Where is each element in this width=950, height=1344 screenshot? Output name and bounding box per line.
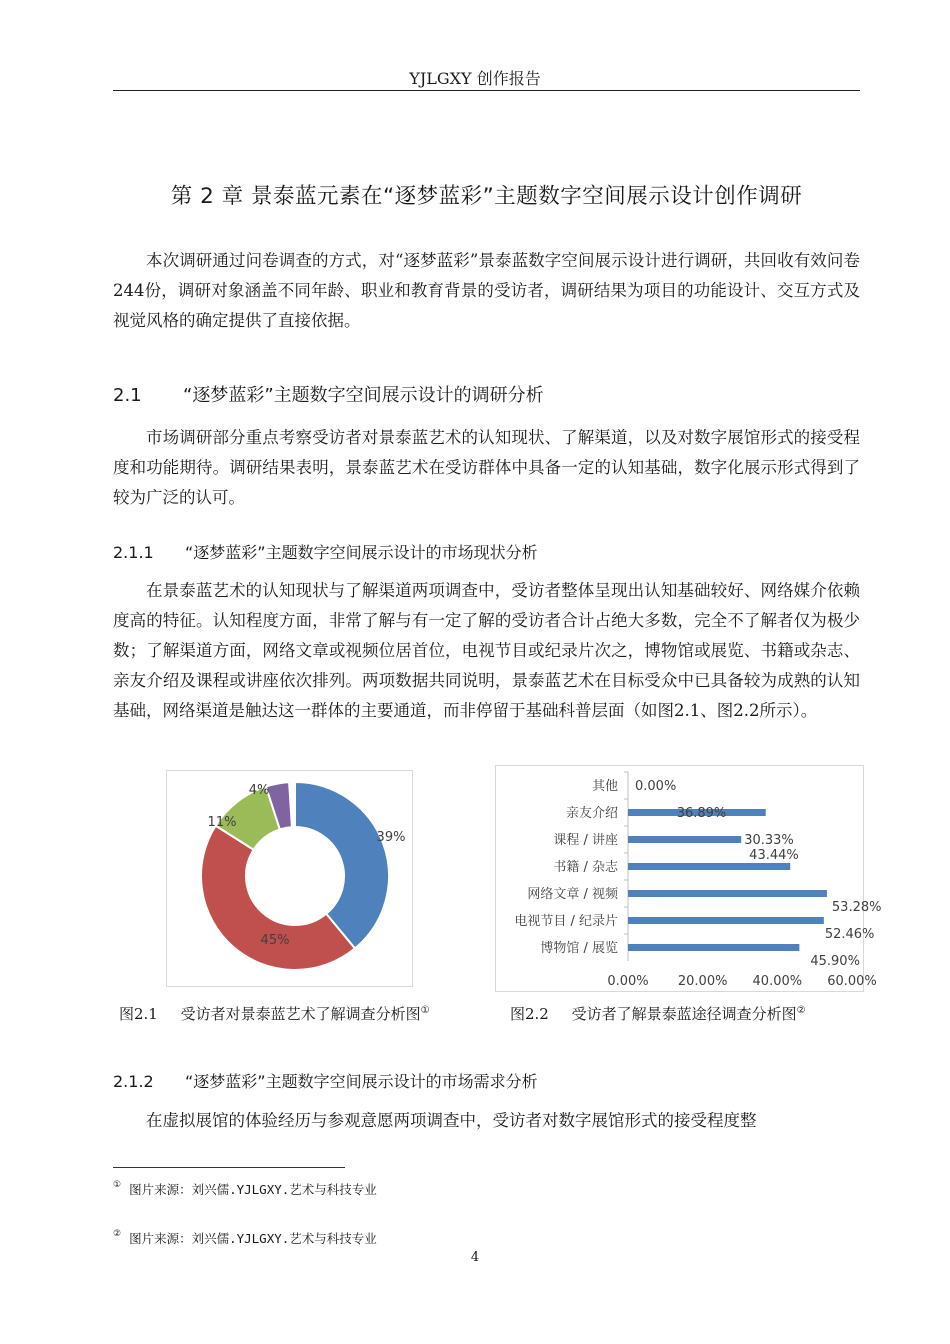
section-2-1-2-paragraph: 在虚拟展馆的体验经历与参观意愿两项调查中，受访者对数字展馆形式的接受程度整: [146, 1111, 757, 1130]
bar-data-label: 36.89%: [676, 806, 727, 821]
caption-text: 受访者了解景泰蓝途径调查分析图: [571, 1005, 797, 1023]
running-header: YJLGXY 创作报告: [409, 69, 541, 88]
section-title: “逐梦蓝彩”主题数字空间展示设计的调研分析: [183, 385, 544, 406]
donut-data-label: 4%: [248, 783, 270, 798]
figure-2-2-caption: [510, 1003, 806, 1024]
value-tick-label: 20.00%: [677, 974, 728, 989]
donut-data-label: 39%: [376, 830, 406, 845]
category-tick-label: 网络文章 / 视频: [527, 887, 618, 902]
bar: [628, 836, 741, 843]
donut-data-label: 11%: [207, 815, 237, 830]
footnote-text: 图片来源：刘兴儒.YJLGXY.艺术与科技专业: [129, 1231, 377, 1246]
figure-2-2-chart: [495, 765, 882, 992]
value-tick-label: 40.00%: [752, 974, 803, 989]
header-rule: [113, 90, 860, 91]
footnote-2: [113, 1229, 377, 1247]
bar: [628, 917, 824, 924]
category-tick-label: 亲友介绍: [565, 806, 618, 821]
footnote-mark: ①: [113, 1180, 122, 1190]
bar: [628, 863, 790, 870]
section-number: 2.1: [113, 385, 142, 406]
category-tick-label: 课程 / 讲座: [553, 833, 618, 848]
section-title: “逐梦蓝彩”主题数字空间展示设计的市场需求分析: [185, 1072, 538, 1091]
footnote-mark: ②: [796, 1005, 806, 1016]
donut-chart: [167, 771, 412, 986]
bar-data-label: 53.28%: [831, 900, 882, 915]
donut-data-label: 45%: [260, 933, 290, 948]
caption-text: 受访者对景泰蓝艺术了解调查分析图: [180, 1005, 421, 1023]
page-number: 4: [470, 1250, 480, 1265]
section-2-1-paragraph: 市场调研部分重点考察受访者对景泰蓝艺术的认知现状、了解渠道，以及对数字展馆形式的接受程度和功能期待。调研结果表明，景泰蓝艺术在受访群体中具备一定的认知基础，数字化展示形式得到了较为广泛的认可。: [113, 428, 860, 507]
bar-data-label: 0.00%: [635, 779, 677, 794]
footnote-rule: [113, 1167, 345, 1168]
figure-2-1-caption: [119, 1003, 430, 1024]
category-tick-label: 书籍 / 杂志: [553, 860, 618, 875]
intro-paragraph: 本次调研通过问卷调查的方式，对“逐梦蓝彩”景泰蓝数字空间展示设计进行调研，共回收有效问卷244份，调研对象涵盖不同年龄、职业和教育背景的受访者，调研结果为项目的功能设计、交互方式及视觉风格的确定提供了直接依据。: [113, 251, 860, 330]
bar-data-label: 30.33%: [744, 833, 794, 848]
section-number: 2.1.1: [113, 543, 154, 562]
footnote-mark: ①: [420, 1005, 430, 1016]
figure-2-1-chart: [166, 770, 413, 987]
footnote-1: [113, 1180, 377, 1198]
bar-data-label: 52.46%: [824, 927, 875, 942]
caption-number: 图2.1: [119, 1005, 158, 1023]
donut-slice: [201, 826, 355, 970]
section-title: “逐梦蓝彩”主题数字空间展示设计的市场现状分析: [185, 543, 538, 562]
section-heading-2-1: [113, 381, 860, 407]
footnote-mark: ②: [113, 1229, 122, 1239]
footnote-text: 图片来源：刘兴儒.YJLGXY.艺术与科技专业: [129, 1182, 377, 1197]
bar: [628, 890, 827, 897]
value-tick-label: 0.00%: [607, 974, 649, 989]
section-2-1-1-paragraph: 在景泰蓝艺术的认知现状与了解渠道两项调查中，受访者整体呈现出认知基础较好、网络媒介依赖度高的特征。认知程度方面，非常了解与有一定了解的受访者合计占绝大多数，完全不了解者仅为极少数；了解渠道方面，网络文章或视频位居首位，电视节目或纪录片次之，博物馆或展览、书籍或杂志、亲友介绍及课程或讲座依次排列。两项数据共同说明，景泰蓝艺术在目标受众中已具备较为成熟的认知基础，网络渠道是触达这一群体的主要通道，而非停留于基础科普层面（如图2.1、图2.2所示）。: [113, 581, 860, 720]
value-tick-label: 60.00%: [827, 974, 877, 989]
category-tick-label: 电视节目 / 纪录片: [514, 914, 618, 929]
section-heading-2-1-1: [113, 540, 860, 563]
chapter-title: 第 2 章 景泰蓝元素在“逐梦蓝彩”主题数字空间展示设计创作调研: [170, 184, 803, 209]
section-heading-2-1-2: [113, 1069, 860, 1092]
bar-data-label: 43.44%: [749, 848, 799, 863]
section-number: 2.1.2: [113, 1072, 154, 1091]
category-tick-label: 博物馆 / 展览: [540, 941, 618, 956]
category-tick-label: 其他: [591, 779, 618, 794]
bar-data-label: 45.90%: [810, 954, 860, 969]
bar: [628, 944, 799, 951]
bar-chart: [496, 766, 882, 991]
caption-number: 图2.2: [510, 1005, 549, 1023]
